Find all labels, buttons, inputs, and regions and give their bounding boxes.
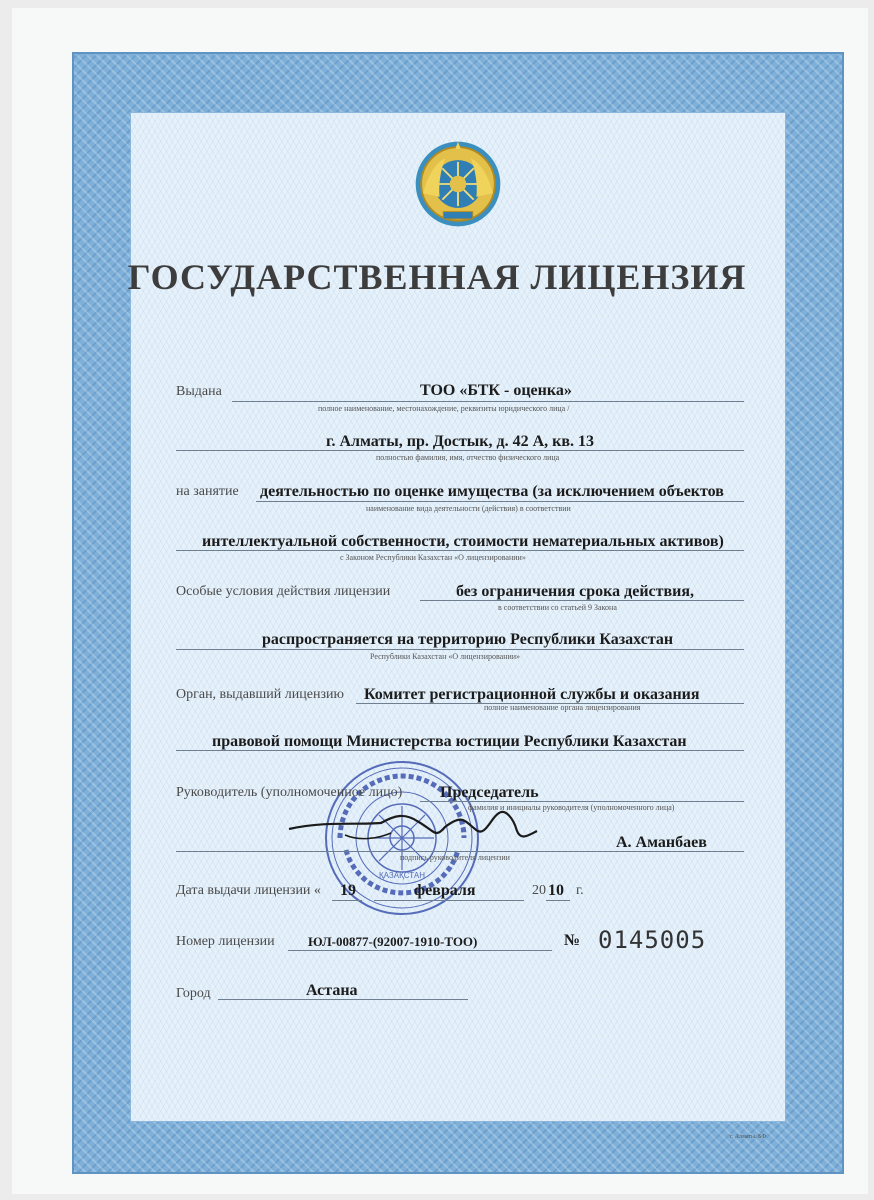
conditions-value-1: без ограничения срока действия, bbox=[456, 583, 695, 600]
issued-label: Выдана bbox=[176, 384, 222, 399]
address-value: г. Алматы, пр. Достык, д. 42 А, кв. 13 bbox=[326, 433, 595, 450]
address-caption: полностью фамилия, имя, отчество физического лица bbox=[376, 453, 560, 462]
head-name-value: А. Аманбаев bbox=[616, 834, 707, 851]
conditions-caption-1: в соответствии со статьей 9 Закона bbox=[498, 603, 617, 612]
number-line bbox=[288, 950, 552, 951]
issued-caption: полное наименование, местонахождение, реквизиты юридического лица / bbox=[318, 404, 570, 413]
number-value: ЮЛ-00877-(92007-1910-ТОО) bbox=[308, 934, 478, 949]
date-suffix: г. bbox=[576, 883, 584, 898]
signature-mark bbox=[285, 795, 545, 875]
date-month-value: февраля bbox=[414, 882, 476, 899]
serial-number: 0145005 bbox=[598, 926, 707, 954]
printer-mark: г. Алматы. БФ bbox=[730, 1134, 767, 1140]
head-caption: фамилия и инициалы руководителя (уполномоченного лица) bbox=[468, 803, 675, 812]
date-year-line bbox=[546, 900, 570, 901]
conditions-label: Особые условия действия лицензии bbox=[176, 584, 391, 599]
conditions-line-2 bbox=[176, 649, 744, 650]
activity-value-1: деятельностью по оценке имущества (за исключением объектов bbox=[260, 483, 724, 500]
document-title: ГОСУДАРСТВЕННАЯ ЛИЦЕНЗИЯ bbox=[127, 257, 747, 297]
date-label: Дата выдачи лицензии « bbox=[176, 883, 321, 898]
date-month-line bbox=[374, 900, 524, 901]
number-sign: № bbox=[564, 932, 581, 949]
date-day-value: 19 bbox=[340, 882, 356, 899]
activity-caption-1: наименование вида деятельности (действия) в соответствии bbox=[366, 504, 571, 513]
date-day-line bbox=[332, 900, 362, 901]
head-position-value: Председатель bbox=[440, 784, 539, 801]
activity-value-2: интеллектуальной собственности, стоимости нематериальных активов) bbox=[202, 533, 724, 550]
authority-caption: полное наименование органа лицензирования bbox=[484, 703, 641, 712]
activity-caption-2: с Законом Республики Казахстан «О лицензировании» bbox=[340, 553, 526, 562]
issued-to-value: ТОО «БТК - оценка» bbox=[420, 382, 572, 399]
authority-value-1: Комитет регистрационной службы и оказания bbox=[364, 686, 700, 703]
authority-label: Орган, выдавший лицензию bbox=[176, 687, 344, 702]
date-year-prefix: 20 bbox=[532, 883, 546, 898]
state-emblem-icon bbox=[412, 138, 504, 230]
city-value: Астана bbox=[306, 982, 358, 999]
number-label: Номер лицензии bbox=[176, 934, 275, 949]
activity-line-1 bbox=[256, 501, 744, 502]
date-year-value: 10 bbox=[548, 882, 564, 899]
activity-label: на занятие bbox=[176, 484, 239, 499]
conditions-value-2: распространяется на территорию Республики Казахстан bbox=[262, 631, 674, 648]
sign-caption: подпись руководителя лицензии bbox=[400, 853, 510, 862]
stamp-text: ҚАЗАҚСТАН bbox=[379, 871, 425, 880]
authority-value-2: правовой помощи Министерства юстиции Республики Казахстан bbox=[212, 733, 687, 750]
head-label: Руководитель (уполномоченное лицо) bbox=[176, 785, 403, 800]
conditions-caption-2: Республики Казахстан «О лицензировании» bbox=[370, 652, 521, 661]
city-label: Город bbox=[176, 986, 211, 1001]
issued-line bbox=[232, 401, 744, 402]
